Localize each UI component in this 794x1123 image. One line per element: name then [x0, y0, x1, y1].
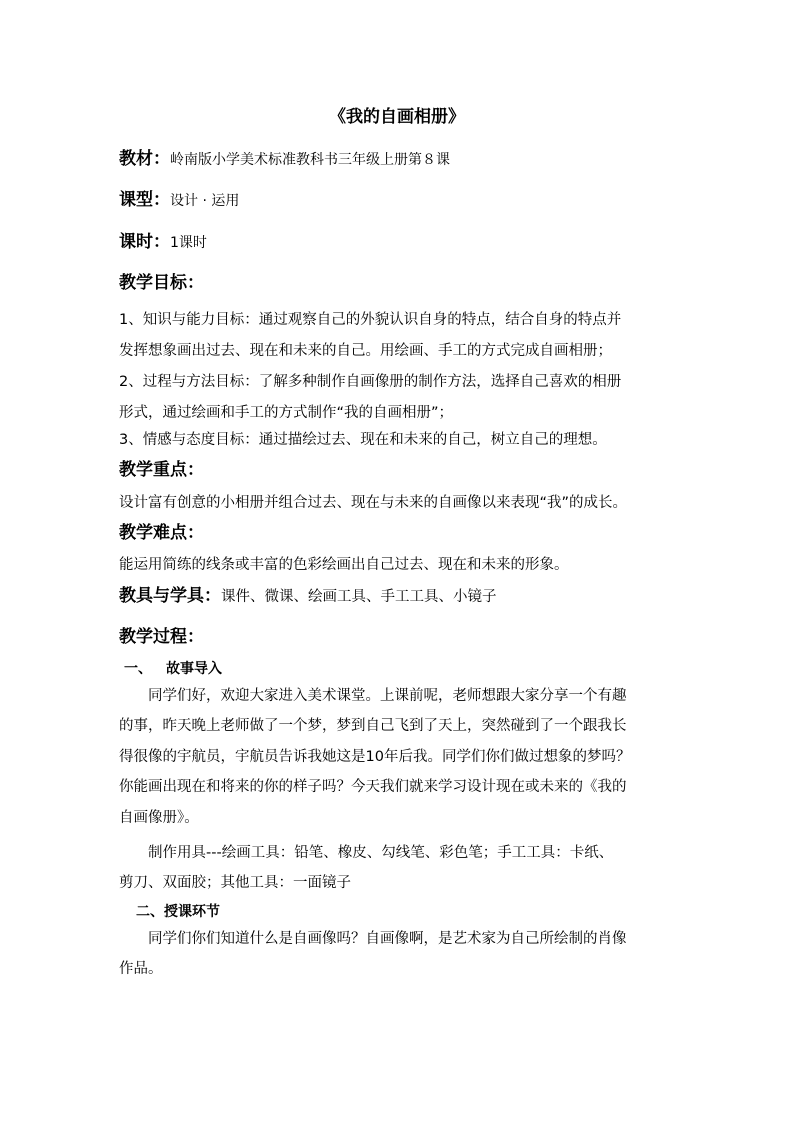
materials-value: 课件、微课、绘画工具、手工工具、小镜子 — [221, 589, 497, 605]
section1-paragraph-line: 你能画出现在和将来的你的样子吗？今天我们就来学习设计现在或未来的《我的 — [119, 779, 627, 795]
duration-label: 课时： — [119, 232, 170, 252]
section2-paragraph-line: 作品。 — [119, 961, 163, 977]
tools-paragraph-line: 制作用具---绘画工具：铅笔、橡皮、勾线笔、彩色笔；手工工具：卡纸、 — [148, 845, 614, 861]
section1-title: 故事导入 — [166, 661, 222, 677]
section2-paragraph-line: 同学们你们知道什么是自画像吗？自画像啊，是艺术家为自己所绘制的肖像 — [148, 931, 627, 947]
lesson-type-row — [119, 190, 239, 211]
difficulties-heading: 教学难点： — [119, 523, 204, 543]
difficulties-text: 能运用简练的线条或丰富的色彩绘画出自己过去、现在和未来的形象。 — [119, 557, 569, 573]
materials-row — [119, 586, 497, 607]
objective-line: 3、情感与态度目标：通过描绘过去、现在和未来的自己，树立自己的理想。 — [119, 432, 607, 448]
textbook-value: 岭南版小学美术标准教科书三年级上册第８课 — [170, 152, 450, 168]
section1-paragraph-line: 得很像的宇航员，宇航员告诉我她这是10年后我。同学们你们做过想象的梦吗？ — [119, 749, 631, 765]
textbook-row — [119, 149, 450, 170]
objective-line: 发挥想象画出过去、现在和未来的自己。用绘画、手工的方式完成自画相册； — [119, 343, 612, 359]
objectives-heading: 教学目标： — [119, 273, 204, 293]
materials-label: 教具与学具： — [119, 586, 221, 606]
objective-line: 2、过程与方法目标：了解多种制作自画像册的制作方法，选择自己喜欢的相册 — [119, 374, 622, 390]
document-title: 《我的自画相册》 — [329, 107, 465, 127]
key-points-heading: 教学重点： — [119, 460, 204, 480]
lesson-type-label: 课型： — [119, 190, 170, 210]
lesson-type-value: 设计 · 运用 — [170, 193, 240, 209]
process-heading: 教学过程： — [119, 627, 204, 647]
objective-line: 形式，通过绘画和手工的方式制作“我的自画相册”； — [119, 405, 454, 421]
section1-number: 一、 — [124, 661, 152, 677]
section1-paragraph-line: 的事，昨天晚上老师做了一个梦，梦到自己飞到了天上，突然碰到了一个跟我长 — [119, 718, 627, 734]
duration-value: 1课时 — [170, 235, 207, 251]
textbook-label: 教材： — [119, 149, 170, 169]
objective-line: 1、知识与能力目标：通过观察自己的外貌认识自身的特点，结合自身的特点并 — [119, 312, 622, 328]
duration-row — [119, 232, 207, 253]
key-points-text: 设计富有创意的小相册并组合过去、现在与未来的自画像以来表现“我”的成长。 — [119, 495, 628, 511]
section2-title: 二、授课环节 — [136, 904, 220, 920]
section1-paragraph-line: 同学们好，欢迎大家进入美术课堂。上课前呢，老师想跟大家分享一个有趣 — [148, 688, 627, 704]
section1-paragraph-line: 自画像册》。 — [119, 810, 199, 826]
tools-paragraph-line: 剪刀、双面胶；其他工具：一面镜子 — [119, 875, 351, 891]
